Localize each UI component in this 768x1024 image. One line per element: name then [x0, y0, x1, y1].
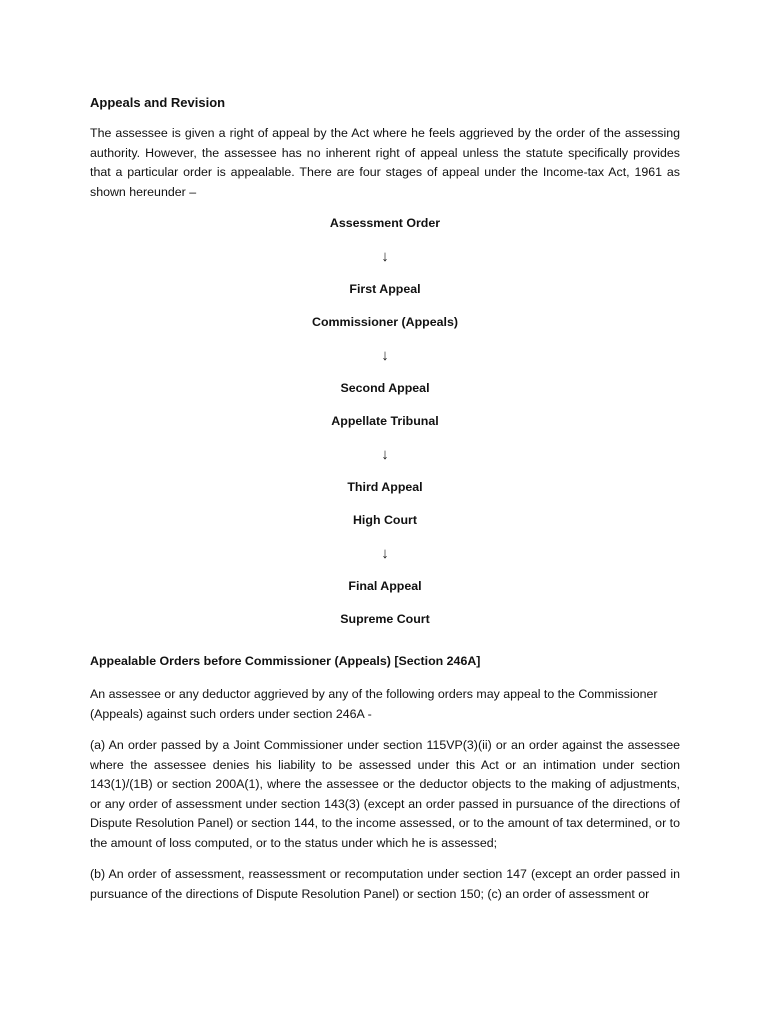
section-heading: Appealable Orders before Commissioner (Appeals) [Section 246A]	[90, 654, 481, 668]
down-arrow-icon: ↓	[381, 248, 389, 265]
flow-third-appeal: Third Appeal	[347, 480, 423, 494]
flow-final-appeal: Final Appeal	[348, 579, 422, 593]
down-arrow-icon: ↓	[381, 347, 389, 364]
document-title: Appeals and Revision	[90, 95, 226, 110]
flow-supreme-court: Supreme Court	[340, 612, 430, 626]
flow-appellate-tribunal: Appellate Tribunal	[331, 414, 439, 428]
clause-b-paragraph: (b) An order of assessment, reassessment or recomputation under section 147 (except an order passed in pursuance of the directions of Dispute Resolution Panel) or section 150; (c) an order of assessment or	[90, 867, 680, 901]
down-arrow-icon: ↓	[381, 446, 389, 463]
section-intro-paragraph: An assessee or any deductor aggrieved by any of the following orders may appeal to the Commissioner (Appeals) against such orders under section 246A -	[90, 687, 658, 721]
flow-commissioner-appeals: Commissioner (Appeals)	[312, 315, 458, 329]
flow-assessment-order: Assessment Order	[329, 216, 441, 230]
flow-first-appeal: First Appeal	[349, 282, 421, 296]
intro-paragraph: The assessee is given a right of appeal by the Act where he feels aggrieved by the order of the assessing authority. However, the assessee has no inherent right of appeal unless the statute specifically provides that a particular order is appealable. There are four stages of appeal under the Income-tax Act, 1961 as shown hereunder –	[90, 126, 680, 199]
appeal-flow-diagram	[90, 214, 680, 643]
clause-a-paragraph: (a) An order passed by a Joint Commissioner under section 115VP(3)(ii) or an order against the assessee where the assessee denies his liability to be assessed under this Act or an intimation under section 143(1)/(1B) or section 200A(1), where the assessee or the deductor objects to the making of adjustments, or any order of assessment under section 143(3) (except an order passed in pursuance of the directions of Dispute Resolution Panel) or section 144, to the income assessed, or to the amount of tax determined, or to the amount of loss computed, or to the status under which he is assessed;	[90, 738, 680, 850]
flow-second-appeal: Second Appeal	[340, 381, 430, 395]
down-arrow-icon: ↓	[381, 545, 389, 562]
document-page	[90, 93, 680, 916]
flow-high-court: High Court	[352, 513, 417, 527]
